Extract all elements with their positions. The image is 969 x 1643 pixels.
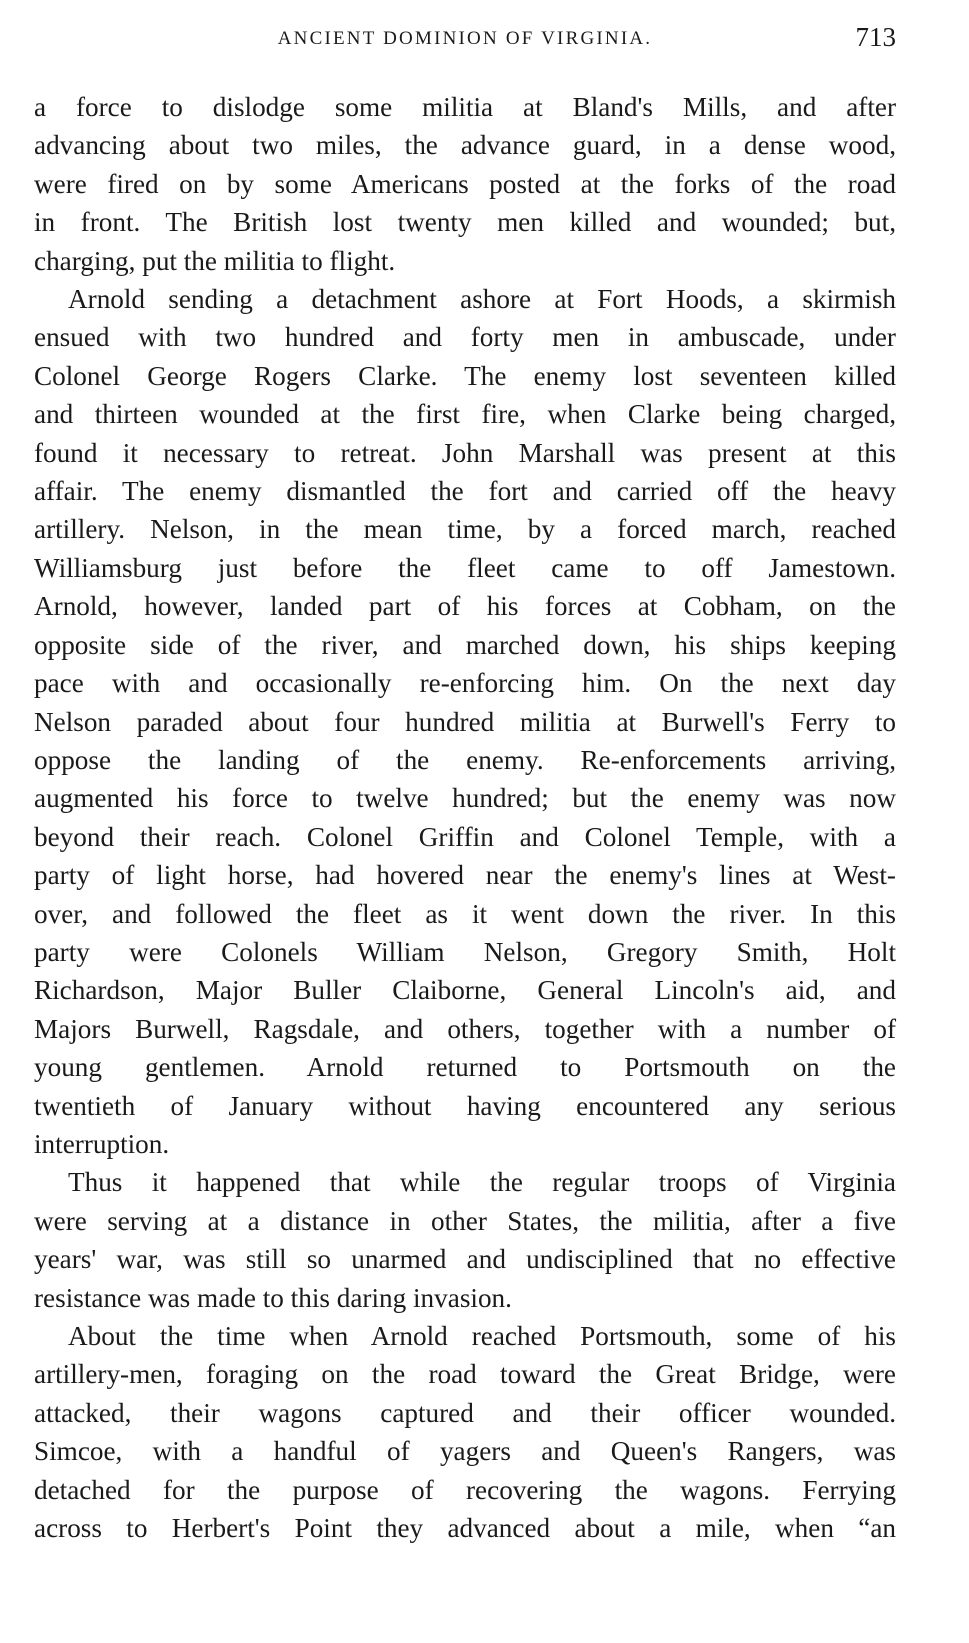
text-line: Arnold, however, landed part of his forces at Cobham, on the [34,591,896,622]
text-line: Williamsburg just before the fleet came to off Jamestown. [34,552,896,583]
text-line: About the time when Arnold reached Portsmouth, some of his [68,1321,896,1351]
text-line: charging, put the militia to flight. [34,245,396,276]
text-line: across to Herbert's Point they advanced about a mile, when “an [34,1513,896,1544]
body-text [34,88,896,1547]
text-line: pace with and occasionally re-enforcing him. On the next day [34,668,896,699]
text-line: young gentlemen. Arnold returned to Portsmouth on the [34,1052,896,1083]
running-title: ANCIENT DOMINION OF VIRGINIA. [277,28,653,49]
paragraph [34,1317,896,1547]
text-line: twentieth of January without having encountered any serious [34,1090,896,1121]
text-line: and thirteen wounded at the first fire, when Clarke being charged, [34,399,896,430]
text-line: in front. The British lost twenty men killed and wounded; but, [34,207,896,238]
paragraph [34,1163,896,1317]
paragraph [34,280,896,1163]
text-line: affair. The enemy dismantled the fort and carried off the heavy [34,476,896,507]
text-line: Richardson, Major Buller Claiborne, General Lincoln's aid, and [34,975,896,1006]
text-line: Arnold sending a detachment ashore at Fort Hoods, a skirmish [68,284,896,315]
text-line: interruption. [34,1128,170,1159]
text-line: beyond their reach. Colonel Griffin and Colonel Temple, with a [34,821,896,852]
text-line: Colonel George Rogers Clarke. The enemy lost seventeen killed [34,360,896,391]
text-line: Thus it happened that while the regular troops of Virginia [68,1167,896,1198]
text-line: attacked, their wagons captured and their officer wounded. [34,1397,896,1428]
text-line: years' war, was still so unarmed and undisciplined that no effective [34,1244,896,1275]
running-head [34,22,896,58]
text-line: opposite side of the river, and marched down, his ships keeping [34,629,896,660]
page-number: 713 [855,22,896,52]
text-line: were fired on by some Americans posted at the forks of the road [34,168,896,199]
text-line: Nelson paraded about four hundred militia at Burwell's Ferry to [34,706,896,737]
text-line: ensued with two hundred and forty men in ambuscade, under [34,322,896,353]
text-line: party of light horse, had hovered near the enemy's lines at West- [34,860,896,891]
text-line: oppose the landing of the enemy. Re-enforcements arriving, [34,744,896,775]
text-line: augmented his force to twelve hundred; but the enemy was now [34,783,896,814]
text-line: over, and followed the fleet as it went down the river. In this [34,898,896,929]
text-line: a force to dislodge some militia at Bland's Mills, and after [34,92,896,122]
text-line: found it necessary to retreat. John Marshall was present at this [34,437,896,468]
text-line: Majors Burwell, Ragsdale, and others, together with a number of [34,1013,896,1044]
text-line: Simcoe, with a handful of yagers and Queen's Rangers, was [34,1436,896,1467]
text-line: artillery-men, foraging on the road toward the Great Bridge, were [34,1359,896,1390]
text-line: were serving at a distance in other States, the militia, after a five [34,1205,896,1236]
text-line: resistance was made to this daring invasion. [34,1282,512,1313]
text-line: advancing about two miles, the advance guard, in a dense wood, [34,130,896,161]
paragraph [34,88,896,280]
text-line: detached for the purpose of recovering the wagons. Ferrying [34,1474,896,1505]
text-line: artillery. Nelson, in the mean time, by a forced march, reached [34,514,896,545]
text-line: party were Colonels William Nelson, Gregory Smith, Holt [34,936,896,967]
